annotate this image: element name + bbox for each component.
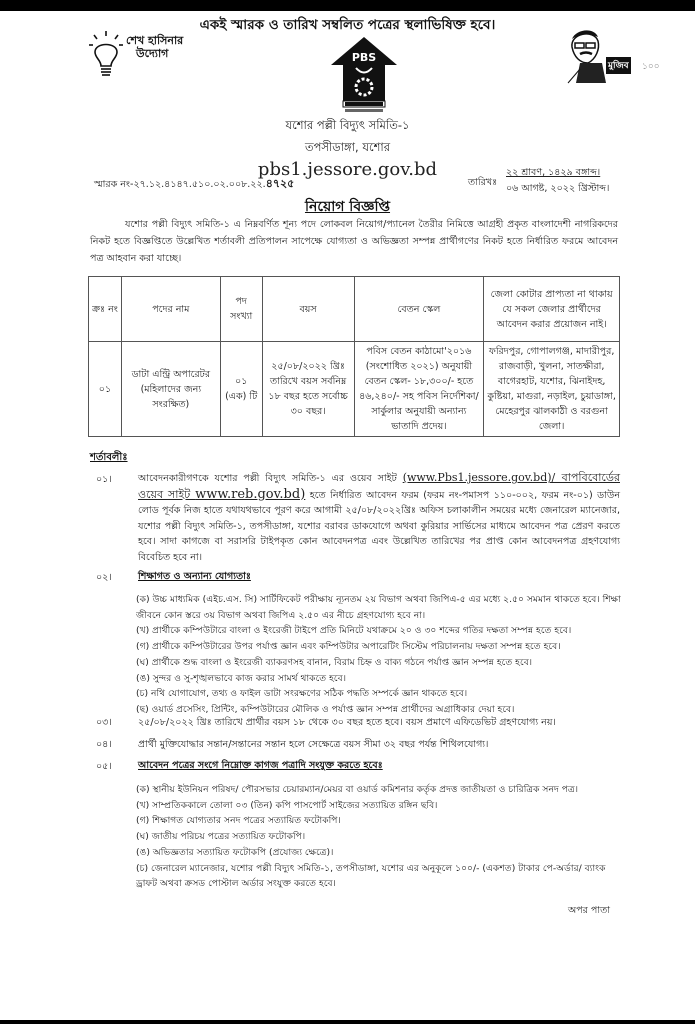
qualification-list (136, 592, 626, 718)
date-bangla: ২২ শ্রাবণ, ১৪২৯ বঙ্গাব্দ। (506, 167, 601, 178)
clause-1-text-a: আবেদনকারীগণকে যশোর পল্লী বিদ্যুৎ সমিতি-১ এর ওয়েব সাইট (138, 473, 403, 484)
clause-2-heading: শিক্ষাগত ও অন্যান্য যোগ্যতাঃ (138, 571, 251, 582)
col-post-count: পদ সংখ্যা (220, 277, 262, 342)
pbs-logo (329, 35, 399, 115)
lightbulb-icon (88, 30, 124, 80)
organization-website: pbs1.jessore.gov.bd (257, 159, 438, 180)
clause-number: ০৫। (96, 761, 112, 772)
clause-3-body: ২৫/০৮/২০২২ খ্রিঃ তারিখে প্রার্থীর বয়স ১৮ থেকে ৩০ বছর হতে হবে। বয়স প্রমাণে এফিডেভিট গ্রহণযোগ্য নয়। (138, 717, 556, 728)
mujib-100-logo (558, 25, 678, 85)
memo-serial: ৪৭২৫ (265, 177, 295, 190)
clause-number: ০৩। (96, 717, 112, 728)
list-item: (ঘ) জাতীয় পরিচয় পত্রের সত্যায়িত ফটোকপি। (136, 831, 306, 843)
cell-age: ২৫/০৮/২০২২ খ্রিঃ তারিখে বয়স সর্বনিম্ন ১৮ বছর হতে সর্বোচ্চ ৩০ বছর। (262, 342, 354, 437)
col-serial: ক্রঃ নং (89, 277, 122, 342)
cell-serial: ০১ (89, 342, 122, 437)
cell-post-name: ডাটা এন্ট্রি অপারেটর (মহিলাদের জন্য সংরক্ষিত) (121, 342, 220, 437)
list-item: (চ) জেনারেল ম্যানেজার, যশোর পল্লী বিদ্যুৎ সমিতি-১, তপসীডাঙ্গা, যশোর এর অনুকূলে ১০০/- (একশত) টাকার পে-অর্ডার/ ব্যাংক ড্রাফট অথবা ক্রসড পোস্টাল অর্ডার সংযুক্ত করতে হবে। (136, 862, 606, 890)
list-item: (গ) প্রার্থীকে কম্পিউটারের উপর পর্যাপ্ত জ্ঞান এবং কম্পিউটার অপারেটিং সিস্টেম পরিচালনায় দক্ষতা সম্পন্ন হতে হবে। (136, 641, 561, 653)
date-label: তারিখঃ (468, 177, 498, 188)
svg-text:PBS: PBS (351, 51, 377, 64)
col-salary: বেতন স্কেল (354, 277, 484, 342)
organization-name: যশোর পল্লী বিদ্যুৎ সমিতি-১ (285, 118, 410, 132)
portrait-icon (558, 25, 618, 85)
list-item: (ঙ) সুন্দর ও সু-শৃঙ্খলভাবে কাজ করার সামর্থ থাকতে হবে। (136, 672, 346, 684)
clause-1-body (138, 470, 620, 565)
list-item: (চ) নথি যোগাযোগ, তথ্য ও ফাইল ডাটা সংরক্ষণের সঠিক পদ্ধতি সম্পর্কে জ্ঞান থাকতে হবে। (136, 688, 468, 700)
clause-number: ০২। (96, 572, 112, 583)
memo-label: স্মারক নং-২৭.১২.৪১৪৭.৫১০.০২.০০৮.২২. (94, 179, 266, 190)
next-page-label: অপর পাতা (568, 905, 611, 916)
pbs-house-gear-icon (329, 35, 399, 115)
cell-salary: পবিস বেতন কাঠামো'২০১৬ (সংশোধিত ২০২১) অনুযায়ী বেতন স্কেল- ১৮,৩০০/- হতে ৪৬,২৪০/- সহ পবিস নির্দেশিকা/সার্কুলার অনুযায়ী অন্যান্য ভাতাদি প্রদেয়। (354, 342, 484, 437)
pbs1-website-link[interactable]: (www.Pbs1.jessore.gov.bd)/ বাপবিবোর্ডের ওয়েব সাইট (138, 471, 620, 501)
vacancy-table (88, 276, 620, 437)
cell-excluded-districts: ফরিদপুর, গোপালগঞ্জ, মাদারীপুর, রাজবাড়ী, খুলনা, সাতক্ষীরা, বাগেরহাট, যশোর, ঝিনাইদহ, কুষ্টিয়া, মাগুরা, নড়াইল, চুয়াডাঙ্গা, মেহেরপুর ঝালকাঠী ও বরগুনা জেলা। (484, 342, 620, 437)
logo-text-line-1: শেখ হাসিনার (126, 34, 184, 47)
clause-4-body: প্রার্থী মুক্তিযোদ্ধার সন্তান/সন্তানের সন্তান হলে সেক্ষেত্রে বয়স সীমা ৩২ বছর পর্যন্ত শিথিলযোগ্য। (138, 739, 489, 750)
memo-number (94, 175, 294, 194)
table-row (89, 342, 620, 437)
list-item: (ছ) ওয়ার্ড প্রসেসিং, প্রিন্টিং, কম্পিউটারের মৌলিক ও পর্যাপ্ত জ্ঞান সম্পন্ন প্রার্থীদের অগ্রাধিকার দেয়া হবে। (136, 703, 515, 715)
mujib-text: মুজিব (606, 57, 631, 74)
list-item: (ক) স্থানীয় ইউনিয়ন পরিষদ/ পৌরসভার চেয়ারম্যান/মেয়র বা ওয়ার্ড কমিশনার কর্তৃক প্রদত্ত জাতীয়তা ও চারিত্রিক সনদ পত্র। (136, 784, 579, 795)
table-header-row (89, 277, 620, 342)
organization-address: তপসীডাঙ্গা, যশোর (304, 140, 391, 154)
top-notice: একই স্মারক ও তারিখ সম্বলিত পত্রের স্থলাভিষিক্ত হবে। (199, 17, 496, 33)
list-item: (গ) শিক্ষাগত যোগ্যতার সনদ পত্রের সত্যায়িত ফটোকপি। (136, 815, 341, 827)
sheikh-hasina-initiative-logo (88, 30, 198, 80)
col-post-name: পদের নাম (121, 277, 220, 342)
list-item: (খ) সাম্প্রতিককালে তোলা ০৩ (তিন) কপি পাসপোর্ট সাইজের সত্যায়িত রঙ্গিন ছবি। (136, 799, 438, 811)
clause-1-text-b: হতে নির্ধারিত আবেদন ফরম (ফরম নং-পমাসপ ১১০-০০২, ফরম নং-০১) ডাউন লোড পূর্বক নিজ হাতে যথাযথভাবে পূরণ করে আগামী ২৫/০৮/২০২২খ্রিঃ অফিস চলাকালীন সময়ের মধ্যে জেনারেল ম্যানেজার, যশোর পল্লী বিদ্যুৎ সমিতি-১, তপসীডাঙ্গা, যশোর বরাবর ডাকযোগে অথবা কুরিয়ার সার্ভিসের মাধ্যমে আবেদন পত্র প্রেরণ করতে হবে। সাদা কাগজে বা সরাসরি টাইপকৃত কোন আবেদনপত্র এবং উল্লেখিত তারিখের পর প্রাপ্ত কোন আবেদনপত্র গ্রহণযোগ্য বিবেচিত হবে না। (138, 489, 620, 563)
terms-heading: শর্তাবলীঃ (90, 452, 128, 463)
list-item: (খ) প্রার্থীকে কম্পিউটারে বাংলা ও ইংরেজী টাইপে প্রতি মিনিটে যথাক্রমে ২০ ও ৩০ শব্দের গতির দক্ষতা সম্পন্ন হতে হবে। (136, 625, 572, 637)
clause-5-heading: আবেদন পত্রের সংগে নিম্নোক্ত কাগজ পত্রাদি সংযুক্ত করতে হবেঃ (138, 760, 383, 771)
col-excluded-districts: জেলা কোটার প্রাপ্যতা না থাকায় যে সকল জেলার প্রার্থীদের আবেদন করার প্রয়োজন নাই। (484, 277, 620, 342)
scan-border-bottom (0, 1020, 695, 1024)
reb-website-link[interactable]: www.reb.gov.bd) (195, 486, 306, 502)
intro-paragraph: যশোর পল্লী বিদ্যুৎ সমিতি-১ এ নিম্নবর্ণিত শূন্য পদে লোকবল নিয়োগ/প্যানেল তৈরীর নিমিত্তে আগ্রহী প্রকৃত বাংলাদেশী নাগরিকদের নিকট হতে বিজ্ঞপ্তিতে উল্লেখিত শর্তাবলী প্রতিপালন সাপেক্ষে যোগ্যতা ও অভিজ্ঞতা সম্পন্ন প্রার্থীগণের নিকট হতে নির্ধারিত ফরমে আবেদন পত্র আহবান করা যাচ্ছে। (90, 219, 618, 264)
required-documents-list (136, 782, 626, 892)
date-english: ০৬ আগষ্ট, ২০২২ খ্রিস্টাব্দ। (506, 183, 610, 194)
page-title: নিয়োগ বিজ্ঞপ্তি (304, 199, 391, 215)
scan-border-top (0, 0, 695, 11)
col-age: বয়স (262, 277, 354, 342)
list-item: (ঘ) প্রার্থীকে শুদ্ধ বাংলা ও ইংরেজী ব্যাকরণসহ বানান, বিরাম চিহ্ন ও বাক্য গঠনে পর্যাপ্ত জ্ঞান সম্পন্ন হতে হবে। (136, 656, 533, 668)
cell-post-count: ০১ (এক) টি (220, 342, 262, 437)
list-item: (ঙ) অভিজ্ঞতার সত্যায়িত ফটোকপি (প্রযোজ্য ক্ষেত্রে)। (136, 846, 334, 858)
logo-text-line-2: উদ্যোগ (136, 47, 169, 60)
mujib-100-text: ১০০ (642, 62, 660, 72)
clause-number: ০৪। (96, 739, 112, 750)
clause-number: ০১। (96, 474, 112, 485)
list-item: (ক) উচ্চ মাধ্যমিক (এইচ.এস. সি) সার্টিফিকেট পরীক্ষায় ন্যূনতম ২য় বিভাগ অথবা জিপিএ-৫ এর মধ্যে ২.৫০ সমমান থাকতে হবে। শিক্ষা জীবনে কোন স্তরে ৩য় বিভাগ অথবা জিপিএ ২.৫০ এর নীচে গ্রহণযোগ্য হবে না। (136, 594, 621, 621)
